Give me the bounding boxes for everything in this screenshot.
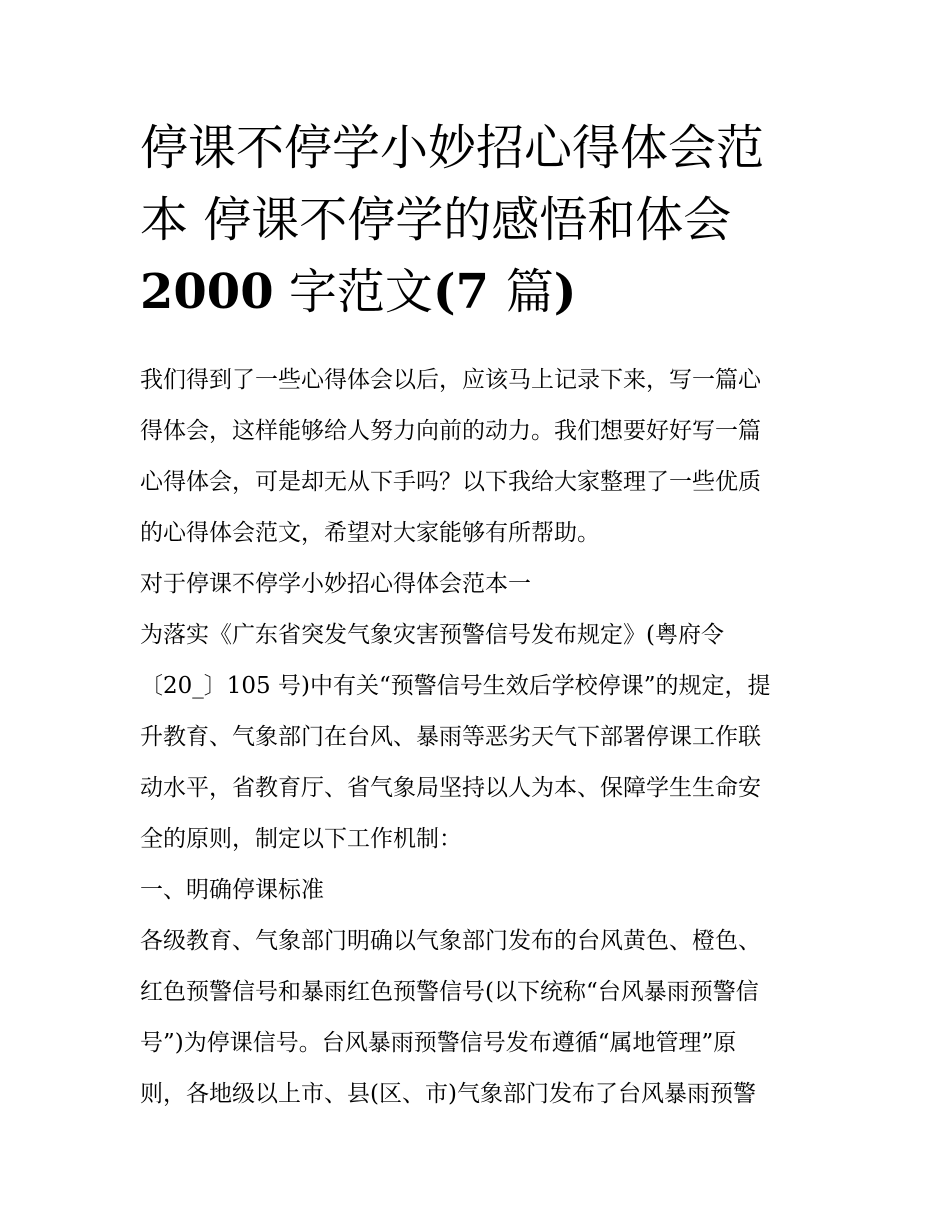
document-title [140, 112, 820, 328]
document-body [140, 355, 820, 1120]
body-line: 为落实《广东省突发气象灾害预警信号发布规定》(粤府令 [140, 622, 724, 648]
body-line: 我们得到了一些心得体会以后，应该马上记录下来，写一篇心 [140, 367, 761, 393]
body-line: 各级教育、气象部门明确以气象部门发布的台风黄色、橙色、 [140, 928, 761, 954]
title-text-pian: 篇 [505, 264, 554, 320]
title-line-3 [140, 256, 820, 328]
subsection-heading: 一、明确停课标准 [140, 877, 324, 903]
body-line: 〔20_〕105 号)中有关“预警信号生效后学校停课”的规定，提 [140, 673, 771, 699]
body-line: 则，各地级以上市、县(区、市)气象部门发布了台风暴雨预警 [140, 1081, 756, 1107]
title-bold-paren-close: ) [553, 264, 577, 320]
body-line: 的心得体会范文，希望对大家能够有所帮助。 [140, 520, 600, 546]
body-line: 全的原则，制定以下工作机制： [140, 826, 462, 852]
body-line: 动水平，省教育厅、省气象局坚持以人为本、保障学生生命安 [140, 775, 761, 801]
title-line-2: 本 停课不停学的感悟和体会 [140, 192, 732, 248]
title-bold-paren-open: (7 [432, 264, 506, 320]
title-line-1: 停课不停学小妙招心得体会范 [140, 120, 765, 176]
body-line: 心得体会，可是却无从下手吗？以下我给大家整理了一些优质 [140, 469, 761, 495]
body-line: 号”)为停课信号。台风暴雨预警信号发布遵循“属地管理”原 [140, 1030, 737, 1056]
body-line: 升教育、气象部门在台风、暴雨等恶劣天气下部署停课工作联 [140, 724, 761, 750]
body-line: 红色预警信号和暴雨红色预警信号(以下统称“台风暴雨预警信 [140, 979, 759, 1005]
body-line: 得体会，这样能够给人努力向前的动力。我们想要好好写一篇 [140, 418, 761, 444]
section-heading: 对于停课不停学小妙招心得体会范本一 [140, 571, 531, 597]
title-text-word: 字范文 [273, 264, 433, 320]
title-bold-number: 2000 [140, 264, 274, 320]
